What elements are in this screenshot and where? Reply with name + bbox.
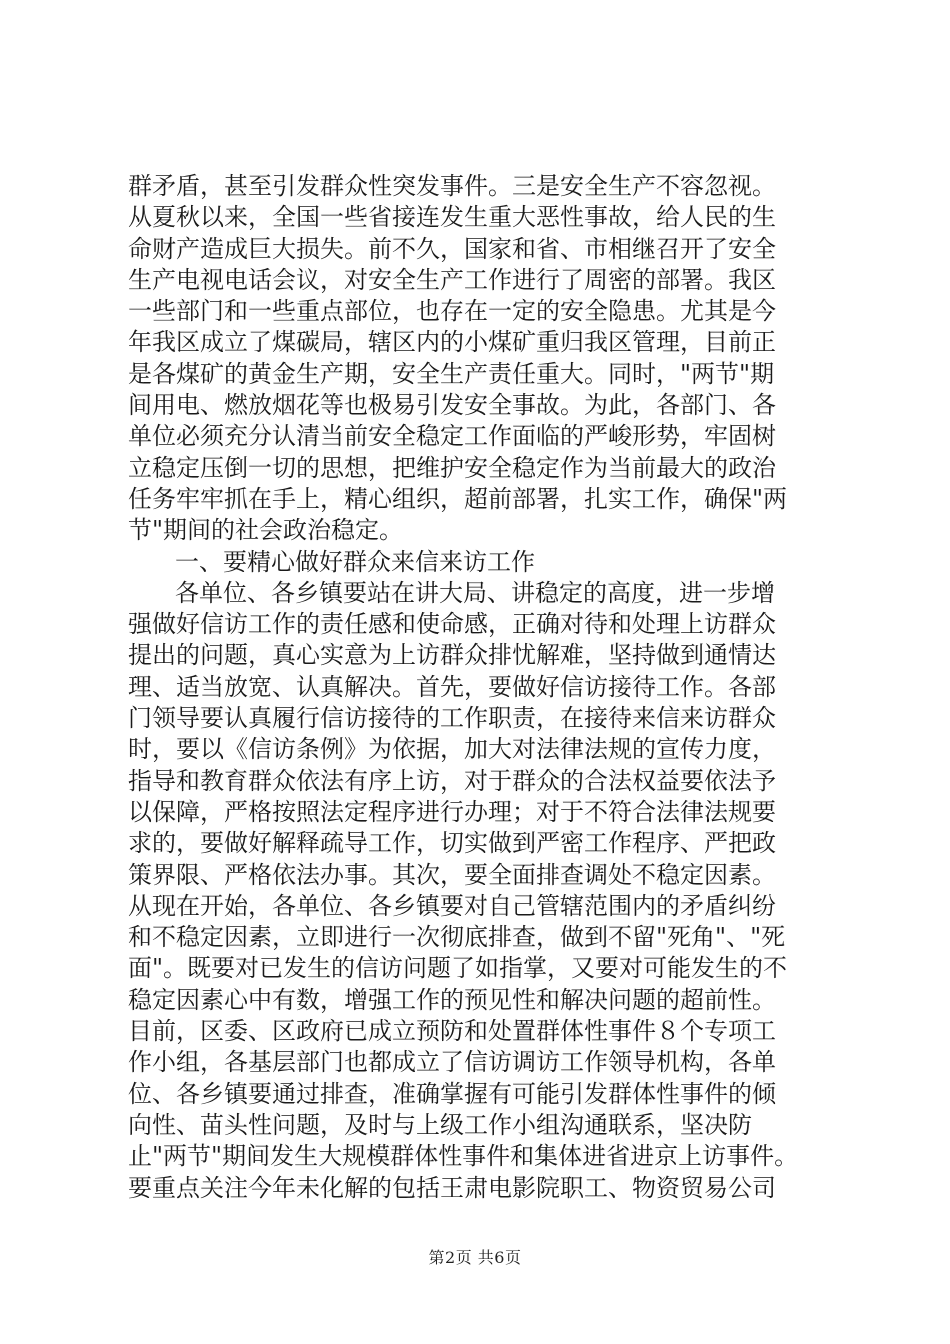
page-footer: 第2页 共6页 xyxy=(428,1248,522,1267)
text-line: 目前，区委、区政府已成立预防和处置群体性事件８个专项工 xyxy=(128,1017,776,1046)
text-line: 向性、苗头性问题，及时与上级工作小组沟通联系，坚决防 xyxy=(128,1110,752,1139)
text-line: 位、各乡镇要通过排查，准确掌握有可能引发群体性事件的倾 xyxy=(128,1079,776,1108)
text-line: 面"。既要对已发生的信访问题了如指掌，又要对可能发生的不 xyxy=(128,954,788,983)
text-line: 从夏秋以来，全国一些省接连发生重大恶性事故，给人民的生 xyxy=(128,203,776,232)
text-line: 时，要以《信访条例》为依据，加大对法律法规的宣传力度， xyxy=(128,735,776,764)
text-line: 强做好信访工作的责任感和使命感，正确对待和处理上访群众 xyxy=(128,610,776,639)
text-line: 止"两节"期间发生大规模群体性事件和集体进省进京上访事件。 xyxy=(128,1142,799,1171)
text-line: 节"期间的社会政治稳定。 xyxy=(128,516,404,545)
text-line: 以保障，严格按照法定程序进行办理；对于不符合法律法规要 xyxy=(128,797,776,826)
text-line: 任务牢牢抓在手上，精心组织，超前部署，扎实工作，确保"两 xyxy=(128,484,788,513)
text-line: 门领导要认真履行信访接待的工作职责，在接待来信来访群众 xyxy=(128,704,776,733)
text-line: 从现在开始，各单位、各乡镇要对自己管辖范围内的矛盾纠纷 xyxy=(128,891,776,920)
text-line: 一些部门和一些重点部位，也存在一定的安全隐患。尤其是今 xyxy=(128,297,776,326)
text-line: 是各煤矿的黄金生产期，安全生产责任重大。同时，"两节"期 xyxy=(128,359,775,388)
text-line: 求的，要做好解释疏导工作，切实做到严密工作程序、严把政 xyxy=(128,829,776,858)
text-line: 群矛盾，甚至引发群众性突发事件。三是安全生产不容忽视。 xyxy=(128,172,776,200)
text-line: 理、适当放宽、认真解决。首先，要做好信访接待工作。各部 xyxy=(128,672,776,701)
text-line: 稳定因素心中有数，增强工作的预见性和解决问题的超前性。 xyxy=(128,985,776,1014)
text-line: 作小组，各基层部门也都成立了信访调访工作领导机构，各单 xyxy=(128,1048,776,1077)
text-line: 单位必须充分认清当前安全稳定工作面临的严峻形势，牢固树 xyxy=(128,422,776,451)
text-line: 间用电、燃放烟花等也极易引发安全事故。为此，各部门、各 xyxy=(128,391,776,420)
text-line: 指导和教育群众依法有序上访，对于群众的合法权益要依法予 xyxy=(128,766,776,795)
body-text xyxy=(128,171,838,1204)
text-line: 要重点关注今年未化解的包括王肃电影院职工、物资贸易公司 xyxy=(128,1173,776,1202)
text-line: 和不稳定因素，立即进行一次彻底排查，做到不留"死角"、"死 xyxy=(128,923,786,952)
text-line: 年我区成立了煤碳局，辖区内的小煤矿重归我区管理，目前正 xyxy=(128,328,776,357)
text-line: 各单位、各乡镇要站在讲大局、讲稳定的高度，进一步增 xyxy=(175,578,775,607)
section-heading: 一、要精心做好群众来信来访工作 xyxy=(175,547,535,576)
text-line: 策界限、严格依法办事。其次，要全面排查调处不稳定因素。 xyxy=(128,860,776,889)
text-line: 立稳定压倒一切的思想，把维护安全稳定作为当前最大的政治 xyxy=(128,453,776,482)
text-line: 提出的问题，真心实意为上访群众排忧解难，坚持做到通情达 xyxy=(128,641,776,670)
text-line: 生产电视电话会议，对安全生产工作进行了周密的部署。我区 xyxy=(128,265,776,294)
text-line: 命财产造成巨大损失。前不久，国家和省、市相继召开了安全 xyxy=(128,234,776,263)
